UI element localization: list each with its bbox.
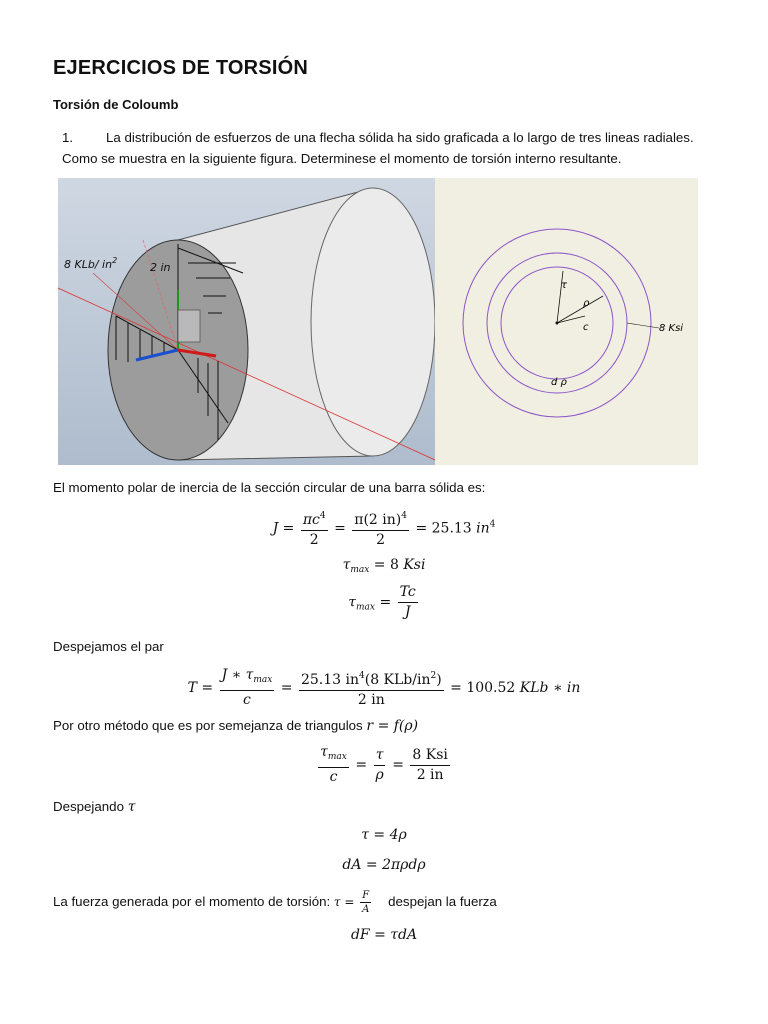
drho-label: d ρ xyxy=(551,377,567,388)
paragraph-despejamos: Despejamos el par xyxy=(53,639,164,654)
stress-label: 8 KLb/ $in^2$ xyxy=(64,256,118,271)
equation-similarity: $\frac{\tau_{max}}{c}$ = $\frac{\tau}{\rho}$ = $\frac{\text{8 Ksi}}{2 in}$ xyxy=(320,744,448,785)
section-subtitle: Torsión de Coloumb xyxy=(53,97,179,112)
stress-ksi-label: 8 Ksi xyxy=(659,323,684,334)
equation-polar-inertia: J = $\frac{\pi c^4}{2}$ = $\frac{\pi(2 in)^4}{2}$ = 25.13 $in^4$ xyxy=(0,508,768,549)
concentric-circles xyxy=(435,178,698,465)
page-title: EJERCICIOS DE TORSIÓN xyxy=(53,57,308,79)
equation-dF: dF = τdA xyxy=(350,927,418,943)
paragraph-polar: El momento polar de inercia de la sección circular de una barra sólida es: xyxy=(53,480,486,495)
cross-section-diagram xyxy=(435,178,698,465)
paragraph-otro-metodo: Por otro método que es por semejanza de triangulos r = f(ρ) xyxy=(53,718,419,734)
c-label: c xyxy=(583,322,589,333)
paragraph-fuerza: La fuerza generada por el momento de torsión: τ = $\frac{F}{A}$ despejan la fuerza xyxy=(53,890,497,915)
radius-label: 2 in xyxy=(150,261,171,274)
shaft-3d-render xyxy=(58,178,435,465)
equation-tau-max-formula: $\tau_{max}$ = $\frac{Tc}{J}$ xyxy=(348,584,416,620)
torsion-figure xyxy=(58,178,698,465)
equation-tau-max-value: $\tau_{max} = 8$ Ksi xyxy=(342,557,426,575)
equation-torque: T = $\frac{J ∗ \tau_{max}}{c}$ = $\frac{25.13 in^4(8 KLb/in^2)}{2 in}$ = 100.52 KLb ∗ in xyxy=(187,667,581,708)
shaft-drawing xyxy=(58,178,435,465)
paragraph-despejando: Despejando τ xyxy=(53,799,136,815)
tau-label: τ xyxy=(561,280,568,291)
exercise-text-line1: La distribución de esfuerzos de una flecha sólida ha sido graficada a lo largo de tres lineas radiales. xyxy=(106,130,694,145)
equation-tau-4rho: τ = 4ρ xyxy=(361,827,407,843)
exercise-number: 1. xyxy=(62,130,74,145)
exercise-text-line2: Como se muestra en la siguiente figura. Determinese el momento de torsión interno resultante. xyxy=(62,151,622,166)
equation-dA: dA = 2πρdρ xyxy=(342,857,426,873)
rho-label: ρ xyxy=(583,298,590,309)
